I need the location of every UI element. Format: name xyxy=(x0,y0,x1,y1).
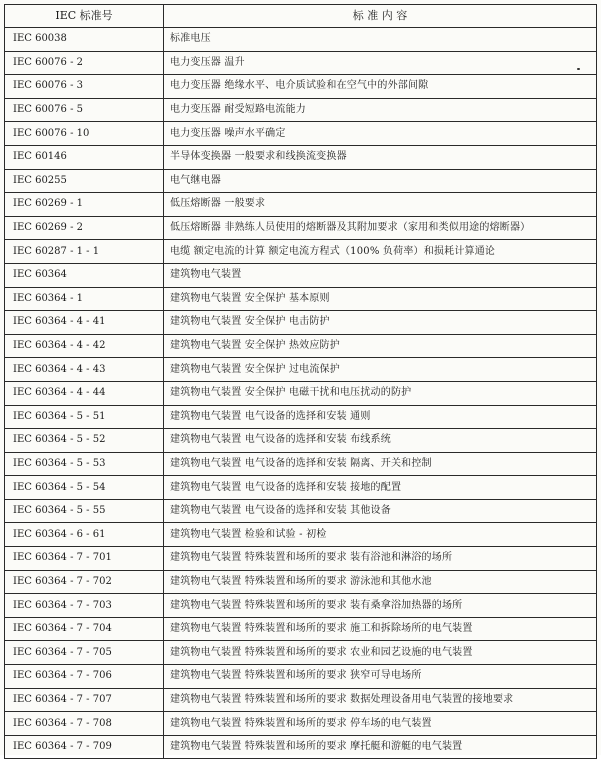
standard-content-cell: 建筑物电气装置 安全保护 热效应防护 xyxy=(164,334,597,358)
table-row xyxy=(5,594,597,618)
standard-number-cell: IEC 60364 - 4 - 42 xyxy=(5,334,164,358)
standard-number-cell: IEC 60364 - 4 - 43 xyxy=(5,358,164,382)
standard-number-cell: IEC 60146 xyxy=(5,145,164,169)
standard-number-cell: IEC 60364 - 7 - 709 xyxy=(5,735,164,759)
standard-number-cell: IEC 60364 - 4 - 41 xyxy=(5,311,164,335)
table-row xyxy=(5,665,597,689)
table-body xyxy=(5,28,597,759)
standard-content-cell: 电力变压器 温升 xyxy=(164,51,597,75)
standard-number-cell: IEC 60076 - 10 xyxy=(5,122,164,146)
standard-number-cell: IEC 60076 - 2 xyxy=(5,51,164,75)
standard-content-cell: 建筑物电气装置 电气设备的选择和安装 通则 xyxy=(164,405,597,429)
standard-number-cell: IEC 60038 xyxy=(5,28,164,52)
standard-number-cell: IEC 60255 xyxy=(5,169,164,193)
standard-number-cell: IEC 60364 - 7 - 707 xyxy=(5,688,164,712)
table-row xyxy=(5,287,597,311)
table-row xyxy=(5,240,597,264)
table-header-row xyxy=(5,5,597,28)
table-row xyxy=(5,476,597,500)
print-speck xyxy=(577,68,580,70)
standard-content-cell: 建筑物电气装置 电气设备的选择和安装 隔离、开关和控制 xyxy=(164,452,597,476)
standard-number-cell: IEC 60364 - 7 - 706 xyxy=(5,665,164,689)
standard-content-cell: 建筑物电气装置 特殊装置和场所的要求 数据处理设备用电气装置的接地要求 xyxy=(164,688,597,712)
standard-content-cell: 建筑物电气装置 安全保护 基本原则 xyxy=(164,287,597,311)
standard-content-cell: 建筑物电气装置 特殊装置和场所的要求 狭窄可导电场所 xyxy=(164,665,597,689)
table-row xyxy=(5,28,597,52)
table-row xyxy=(5,523,597,547)
standard-number-cell: IEC 60076 - 5 xyxy=(5,98,164,122)
table-row xyxy=(5,570,597,594)
standard-number-cell: IEC 60364 - 5 - 55 xyxy=(5,499,164,523)
standard-content-cell: 低压熔断器 非熟练人员使用的熔断器及其附加要求（家用和类似用途的熔断器） xyxy=(164,216,597,240)
table-row xyxy=(5,688,597,712)
table-row xyxy=(5,617,597,641)
standard-content-cell: 建筑物电气装置 电气设备的选择和安装 接地的配置 xyxy=(164,476,597,500)
standard-content-cell: 建筑物电气装置 安全保护 电击防护 xyxy=(164,311,597,335)
standard-number-cell: IEC 60364 - 7 - 708 xyxy=(5,712,164,736)
standard-content-cell: 标准电压 xyxy=(164,28,597,52)
table-row xyxy=(5,145,597,169)
table-row xyxy=(5,169,597,193)
table-row xyxy=(5,193,597,217)
standard-content-cell: 半导体变换器 一般要求和线换流变换器 xyxy=(164,145,597,169)
table-row xyxy=(5,499,597,523)
standard-number-cell: IEC 60364 xyxy=(5,263,164,287)
standard-content-cell: 建筑物电气装置 检验和试验 - 初检 xyxy=(164,523,597,547)
standard-content-cell: 建筑物电气装置 特殊装置和场所的要求 游泳池和其他水池 xyxy=(164,570,597,594)
standard-content-cell: 建筑物电气装置 xyxy=(164,263,597,287)
table-row xyxy=(5,122,597,146)
standard-number-cell: IEC 60364 - 7 - 702 xyxy=(5,570,164,594)
standard-content-cell: 建筑物电气装置 特殊装置和场所的要求 装有浴池和淋浴的场所 xyxy=(164,547,597,571)
standard-number-cell: IEC 60364 - 7 - 705 xyxy=(5,641,164,665)
standard-number-cell: IEC 60364 - 5 - 52 xyxy=(5,429,164,453)
standard-content-cell: 建筑物电气装置 特殊装置和场所的要求 施工和拆除场所的电气装置 xyxy=(164,617,597,641)
standard-content-cell: 低压熔断器 一般要求 xyxy=(164,193,597,217)
standard-content-cell: 建筑物电气装置 安全保护 电磁干扰和电压扰动的防护 xyxy=(164,381,597,405)
table-row xyxy=(5,381,597,405)
standard-number-cell: IEC 60364 - 1 xyxy=(5,287,164,311)
standard-content-cell: 建筑物电气装置 电气设备的选择和安装 其他设备 xyxy=(164,499,597,523)
table-row xyxy=(5,358,597,382)
standard-content-cell: 建筑物电气装置 特殊装置和场所的要求 摩托艇和游艇的电气装置 xyxy=(164,735,597,759)
table-row xyxy=(5,75,597,99)
iec-standards-table xyxy=(4,4,597,759)
standard-content-cell: 电气继电器 xyxy=(164,169,597,193)
standard-content-cell: 建筑物电气装置 安全保护 过电流保护 xyxy=(164,358,597,382)
standard-content-cell: 电力变压器 绝缘水平、电介质试验和在空气中的外部间隙 xyxy=(164,75,597,99)
header-standard-number: IEC 标准号 xyxy=(5,5,164,28)
table-row xyxy=(5,311,597,335)
standard-number-cell: IEC 60364 - 5 - 51 xyxy=(5,405,164,429)
standard-content-cell: 建筑物电气装置 特殊装置和场所的要求 装有桑拿浴加热器的场所 xyxy=(164,594,597,618)
standard-number-cell: IEC 60364 - 6 - 61 xyxy=(5,523,164,547)
table-row xyxy=(5,452,597,476)
standard-content-cell: 建筑物电气装置 电气设备的选择和安装 布线系统 xyxy=(164,429,597,453)
table-row xyxy=(5,735,597,759)
standard-number-cell: IEC 60076 - 3 xyxy=(5,75,164,99)
standard-number-cell: IEC 60364 - 7 - 701 xyxy=(5,547,164,571)
table-row xyxy=(5,216,597,240)
standard-content-cell: 电力变压器 耐受短路电流能力 xyxy=(164,98,597,122)
standard-content-cell: 电力变压器 噪声水平确定 xyxy=(164,122,597,146)
table-row xyxy=(5,547,597,571)
standard-number-cell: IEC 60287 - 1 - 1 xyxy=(5,240,164,264)
standard-number-cell: IEC 60269 - 1 xyxy=(5,193,164,217)
standard-content-cell: 建筑物电气装置 特殊装置和场所的要求 农业和园艺设施的电气装置 xyxy=(164,641,597,665)
table-row xyxy=(5,98,597,122)
standard-content-cell: 电缆 额定电流的计算 额定电流方程式（100% 负荷率）和损耗计算通论 xyxy=(164,240,597,264)
table-row xyxy=(5,263,597,287)
standard-number-cell: IEC 60364 - 5 - 53 xyxy=(5,452,164,476)
table-row xyxy=(5,405,597,429)
standard-number-cell: IEC 60364 - 7 - 704 xyxy=(5,617,164,641)
table-row xyxy=(5,712,597,736)
table-row xyxy=(5,429,597,453)
standard-number-cell: IEC 60364 - 7 - 703 xyxy=(5,594,164,618)
header-standard-content: 标 准 内 容 xyxy=(164,5,597,28)
table-row xyxy=(5,334,597,358)
standard-number-cell: IEC 60364 - 5 - 54 xyxy=(5,476,164,500)
standard-number-cell: IEC 60364 - 4 - 44 xyxy=(5,381,164,405)
standard-content-cell: 建筑物电气装置 特殊装置和场所的要求 停车场的电气装置 xyxy=(164,712,597,736)
standard-number-cell: IEC 60269 - 2 xyxy=(5,216,164,240)
table-row xyxy=(5,51,597,75)
table-row xyxy=(5,641,597,665)
